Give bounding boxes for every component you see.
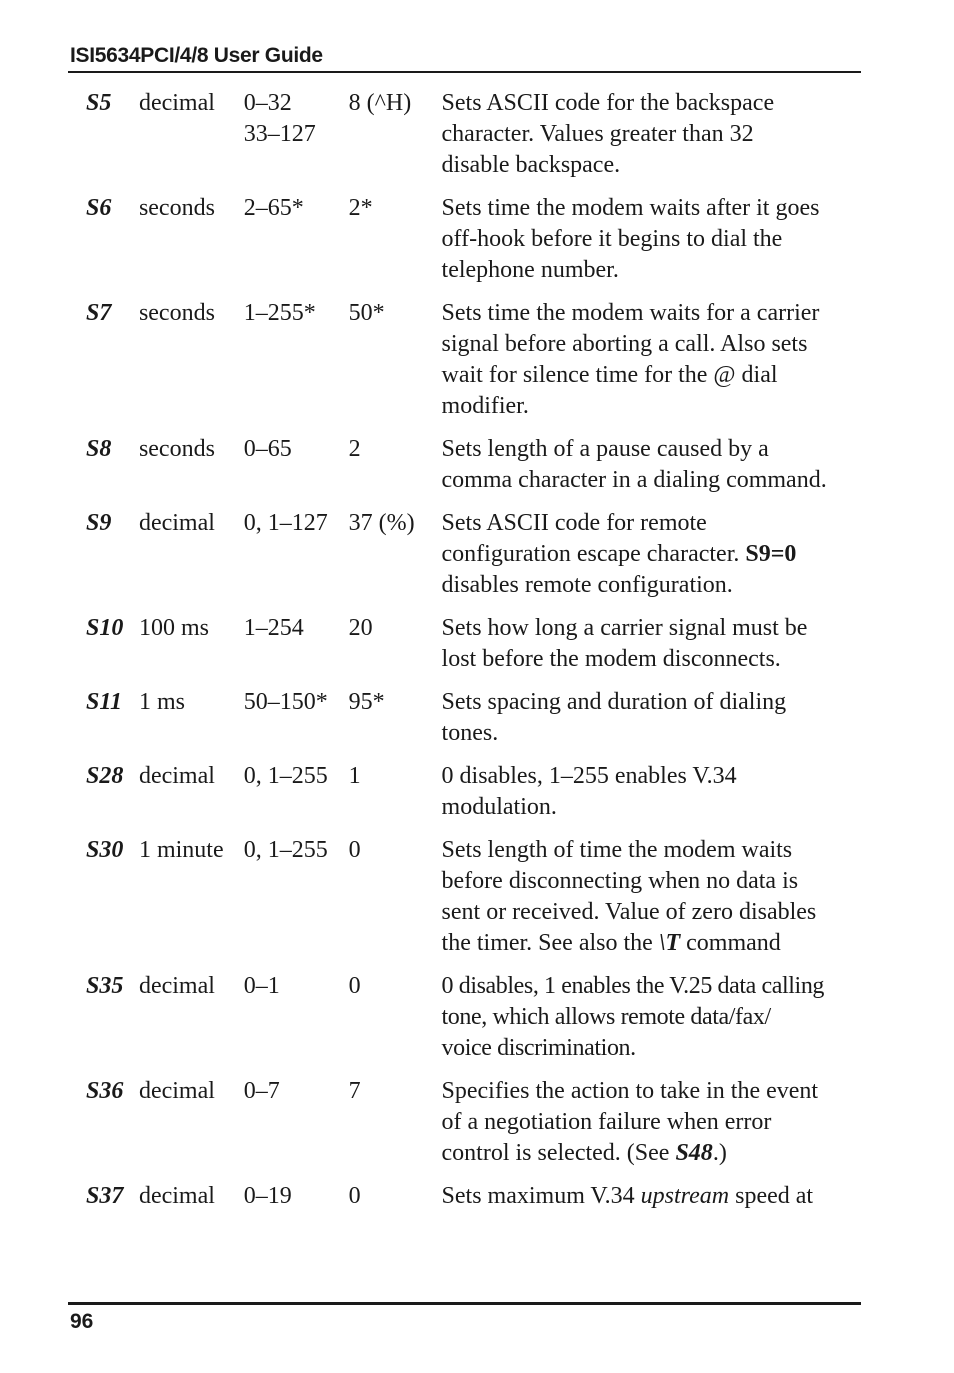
- register-description: Sets time the modem waits for a carrier signal before aborting a call. Also sets wait for silence time for the @ dial modifier.: [441, 300, 820, 419]
- table-row-s36: [86, 1076, 861, 1169]
- description-text: Specifies the action to take in the event of a negotiation failure when error control is selected. (See: [441, 1078, 819, 1166]
- register-name: S11: [86, 689, 123, 715]
- table-row-s8: [86, 434, 861, 496]
- register-unit: decimal: [138, 1078, 215, 1104]
- register-default: 0: [348, 837, 361, 863]
- register-unit: seconds: [138, 195, 215, 221]
- table-row-s5: [86, 88, 861, 181]
- register-range: 0–7: [243, 1078, 280, 1104]
- register-name: S35: [86, 973, 124, 999]
- register-range: 0, 1–127: [243, 510, 328, 536]
- register-reference: S48: [675, 1140, 713, 1166]
- register-unit: seconds: [138, 436, 215, 462]
- register-unit: decimal: [138, 90, 215, 116]
- register-name: S8: [86, 436, 112, 462]
- register-range: 0, 1–255: [243, 837, 328, 863]
- register-range: 50–150*: [243, 689, 328, 715]
- page-number: 96: [70, 1310, 94, 1333]
- table-row-s9: [86, 508, 861, 601]
- register-description: 0 disables, 1 enables the V.25 data calling tone, which allows remote data/fax/ voice discrimination.: [441, 973, 825, 1061]
- register-default: 7: [348, 1078, 361, 1104]
- description-text: Sets length of time the modem waits before disconnecting when no data is sent or received. Value of zero disables the timer. See also the: [441, 837, 817, 956]
- register-description: [442, 508, 861, 601]
- register-name: S6: [86, 195, 112, 221]
- register-unit: decimal: [138, 510, 215, 536]
- register-default: 0: [348, 1183, 361, 1209]
- register-range: 0–19: [243, 1183, 292, 1209]
- command-reference: \T: [658, 930, 681, 956]
- register-name: S28: [86, 763, 124, 789]
- register-description: [442, 1076, 861, 1169]
- description-text: .): [712, 1140, 727, 1166]
- register-unit: 100 ms: [138, 615, 209, 641]
- s-register-table: [86, 88, 861, 1224]
- register-default: 20: [348, 615, 373, 641]
- register-default: 50*: [348, 300, 385, 326]
- description-text: speed at: [729, 1183, 814, 1209]
- page-header-title: ISI5634PCI/4/8 User Guide: [70, 44, 323, 67]
- register-range: 0, 1–255: [243, 763, 328, 789]
- register-description: Sets length of a pause caused by a comma character in a dialing command.: [441, 436, 827, 493]
- register-default: 2*: [348, 195, 373, 221]
- register-default: 37 (%): [348, 510, 415, 536]
- table-row-s11: [86, 687, 861, 749]
- table-row-s28: [86, 761, 861, 823]
- register-range: 0–32 33–127: [243, 90, 316, 147]
- description-text: disables remote configuration.: [441, 572, 733, 598]
- register-unit: 1 ms: [138, 689, 185, 715]
- register-unit: decimal: [138, 763, 215, 789]
- register-range: 1–254: [243, 615, 304, 641]
- register-default: 0: [348, 973, 361, 999]
- register-range: 0–65: [243, 436, 292, 462]
- register-name: S7: [86, 300, 112, 326]
- table-row-s35: [86, 971, 861, 1064]
- table-row-s7: [86, 298, 861, 422]
- register-default: 2: [348, 436, 361, 462]
- register-name: S37: [86, 1183, 124, 1209]
- description-text: Sets ASCII code for remote configuration escape character.: [441, 510, 740, 567]
- register-description: Sets how long a carrier signal must be lost before the modem disconnects.: [441, 615, 808, 672]
- command-reference: S9=0: [745, 541, 797, 567]
- register-unit: seconds: [138, 300, 215, 326]
- register-default: 8 (^H): [348, 90, 412, 116]
- register-unit: decimal: [138, 973, 215, 999]
- register-description: [442, 1181, 861, 1212]
- register-name: S9: [86, 510, 112, 536]
- header-divider: [68, 71, 861, 73]
- register-description: [442, 835, 861, 959]
- register-description: Sets ASCII code for the backspace character. Values greater than 32 disable backspace.: [441, 90, 775, 178]
- table-row-s30: [86, 835, 861, 959]
- register-unit: decimal: [138, 1183, 215, 1209]
- register-default: 95*: [348, 689, 385, 715]
- footer-divider: [68, 1302, 861, 1305]
- register-description: Sets time the modem waits after it goes off-hook before it begins to dial the telephone number.: [441, 195, 820, 283]
- register-name: S36: [86, 1078, 124, 1104]
- register-range: 2–65*: [243, 195, 304, 221]
- register-description: 0 disables, 1–255 enables V.34 modulation.: [441, 763, 737, 820]
- register-name: S10: [86, 615, 124, 641]
- description-text: Sets maximum V.34: [441, 1183, 641, 1209]
- register-range: 0–1: [243, 973, 280, 999]
- description-text: command: [680, 930, 781, 956]
- register-unit: 1 minute: [138, 837, 224, 863]
- register-range: 1–255*: [243, 300, 316, 326]
- register-name: S30: [86, 837, 124, 863]
- register-description: Sets spacing and duration of dialing tones.: [441, 689, 787, 746]
- table-row-s10: [86, 613, 861, 675]
- table-row-s6: [86, 193, 861, 286]
- emphasis-text: upstream: [640, 1183, 730, 1209]
- register-name: S5: [86, 90, 112, 116]
- table-row-s37: [86, 1181, 861, 1212]
- register-default: 1: [348, 763, 361, 789]
